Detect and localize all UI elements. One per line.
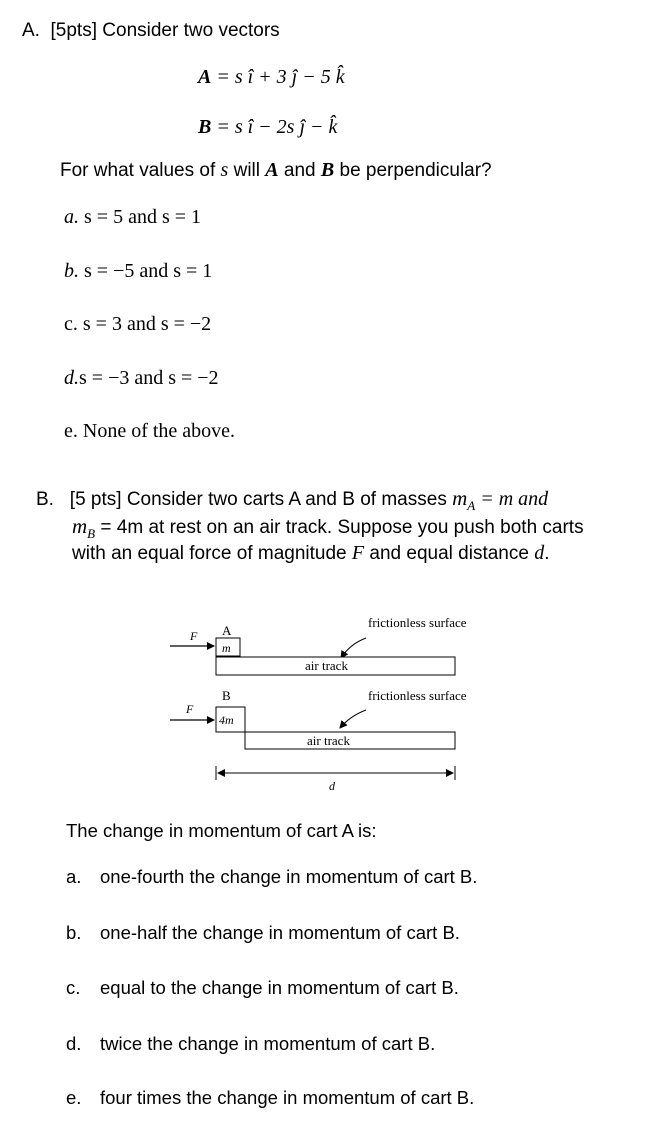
question-b-text: Consider two carts A and B of masses xyxy=(126,489,453,510)
question-b-line-1 xyxy=(36,486,548,514)
air-track-diagram xyxy=(0,600,660,830)
option-a-c[interactable] xyxy=(64,313,211,336)
cart-b-label: B xyxy=(222,688,231,703)
prompt-text: and xyxy=(278,160,321,181)
option-letter: d. xyxy=(64,367,79,389)
option-letter: c. xyxy=(66,977,81,998)
mass-b-symbol: m xyxy=(72,514,88,538)
option-a-d[interactable] xyxy=(64,367,219,390)
option-a-b[interactable] xyxy=(64,260,212,283)
vector-a-equation xyxy=(198,66,345,89)
option-letter: c. xyxy=(64,313,78,335)
option-text: s = −5 and s = 1 xyxy=(84,260,213,282)
option-text: s = −3 and s = −2 xyxy=(79,367,219,389)
option-b-e[interactable] xyxy=(66,1087,474,1109)
option-letter: e. xyxy=(66,1087,82,1108)
option-text: four times the change in momentum of cart B. xyxy=(100,1087,475,1108)
force-symbol: F xyxy=(351,542,365,564)
question-a-points: [5pts] xyxy=(50,20,97,41)
question-b-text: = m and xyxy=(475,488,549,510)
cart-a-label: A xyxy=(222,623,232,638)
prompt-variable-s: s xyxy=(220,159,229,181)
vector-b-components: = s î − 2s ĵ − k̂ xyxy=(211,116,338,138)
mass-a-symbol: m xyxy=(452,486,468,510)
distance-symbol: d xyxy=(534,542,545,564)
prompt-text: will xyxy=(228,160,266,181)
option-a-e[interactable] xyxy=(64,420,235,443)
question-b-text: = 4m at rest on an air track. Suppose you push both carts xyxy=(95,517,584,538)
vector-b-equation xyxy=(198,116,337,139)
prompt-vector-b: B xyxy=(320,159,335,181)
question-b-prompt: The change in momentum of cart A is: xyxy=(66,820,377,841)
option-letter: a. xyxy=(64,206,79,228)
option-text: equal to the change in momentum of cart B. xyxy=(100,977,459,998)
question-a-header xyxy=(22,20,280,42)
question-b-line-3 xyxy=(72,542,549,565)
option-b-a[interactable] xyxy=(66,866,477,888)
question-a-intro: Consider two vectors xyxy=(102,20,280,41)
question-b-label: B. xyxy=(36,489,54,510)
question-b-points: [5 pts] xyxy=(69,489,122,510)
option-letter: b. xyxy=(66,922,82,943)
cart-a-mass: m xyxy=(222,641,231,655)
mass-a-subscript: A xyxy=(467,497,476,513)
vector-a-symbol: A xyxy=(198,66,212,88)
option-b-c[interactable] xyxy=(66,977,459,999)
distance-label: d xyxy=(329,779,335,793)
option-letter: a. xyxy=(66,866,82,887)
air-track-label-bottom: air track xyxy=(307,733,350,748)
cart-b-mass: 4m xyxy=(219,713,234,727)
question-a-label: A. xyxy=(22,20,40,41)
option-text: one-half the change in momentum of cart B. xyxy=(100,922,460,943)
force-label-top: F xyxy=(190,629,198,643)
question-a-prompt xyxy=(60,159,492,182)
vector-b-symbol: B xyxy=(198,116,212,138)
option-b-b[interactable] xyxy=(66,922,460,944)
prompt-text: For what values of xyxy=(60,160,221,181)
frictionless-label-bottom: frictionless surface xyxy=(368,688,467,703)
option-text: s = 3 and s = −2 xyxy=(82,313,212,335)
option-text: None of the above. xyxy=(82,420,236,442)
option-a-a[interactable] xyxy=(64,206,201,229)
option-letter: b. xyxy=(64,260,79,282)
option-b-d[interactable] xyxy=(66,1033,435,1055)
vector-a-components: = s î + 3 ĵ − 5 k̂ xyxy=(211,66,345,88)
frictionless-label-top: frictionless surface xyxy=(368,615,467,630)
prompt-vector-a: A xyxy=(265,159,279,181)
option-letter: e. xyxy=(64,420,78,442)
option-text: twice the change in momentum of cart B. xyxy=(100,1033,436,1054)
force-label-bottom: F xyxy=(186,702,194,716)
question-b-text: . xyxy=(544,543,550,564)
prompt-text: be perpendicular? xyxy=(334,160,492,181)
pointer-arrow-bottom xyxy=(340,710,366,728)
air-track-bottom xyxy=(245,732,455,749)
mass-b-subscript: B xyxy=(87,525,96,541)
question-b-text: and equal distance xyxy=(364,543,535,564)
air-track-label-top: air track xyxy=(305,658,348,673)
option-text: one-fourth the change in momentum of cart B. xyxy=(100,866,478,887)
question-b-line-2 xyxy=(72,514,584,542)
pointer-arrow-top xyxy=(341,638,366,658)
option-text: s = 5 and s = 1 xyxy=(84,206,202,228)
option-letter: d. xyxy=(66,1033,82,1054)
question-b-text: with an equal force of magnitude xyxy=(72,543,352,564)
